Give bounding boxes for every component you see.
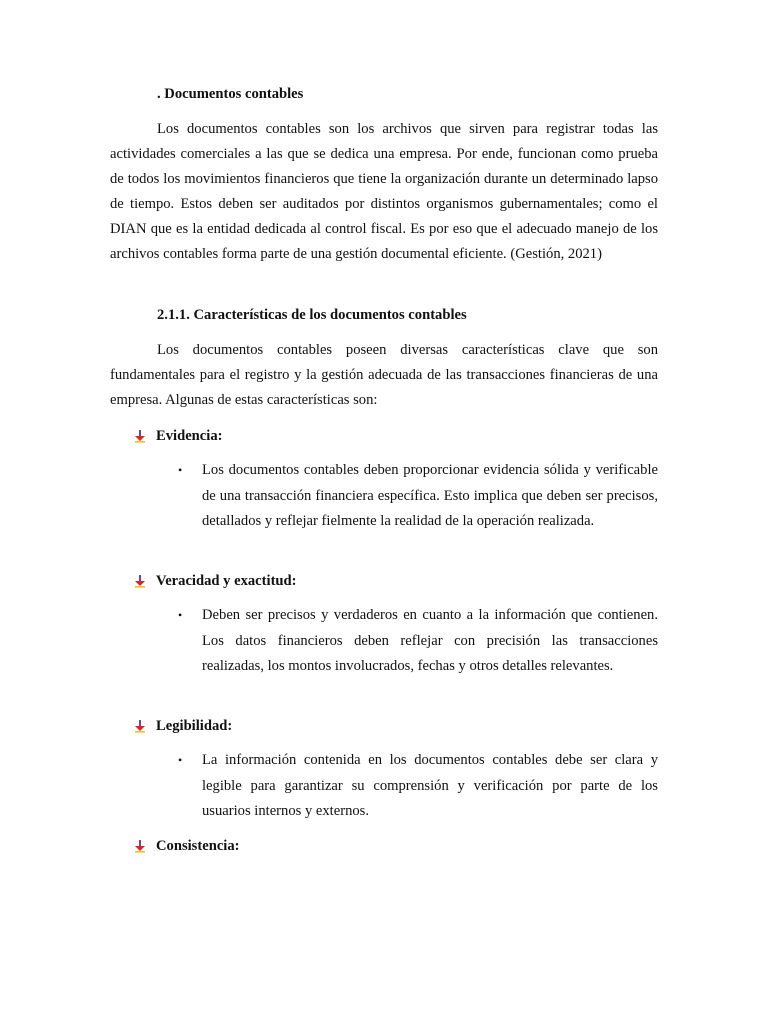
item-label: Consistencia: <box>156 837 240 854</box>
arrow-down-icon <box>134 429 146 443</box>
bullet-item <box>178 603 658 680</box>
item-label: Evidencia: <box>156 427 223 444</box>
intro-paragraph: Los documentos contables son los archivos que sirven para registrar todas las actividades comerciales a las que se dedica una empresa. Por ende, funcionan como prueba de todos los movimientos financieros que tiene la organización durante un determinado lapso de tiempo. Estos deben ser auditados por distintos organismos gubernamentales; como el DIAN que es la entidad dedicada al control fiscal. Es por eso que el adecuado manejo de los archivos contables forma parte de una gestión documental eficiente. (Gestión, 2021) <box>110 121 658 262</box>
list-item-evidencia <box>134 426 222 446</box>
arrow-down-icon <box>134 719 146 733</box>
arrow-down-icon <box>134 574 146 588</box>
list-item-legibilidad <box>134 716 232 736</box>
subsection-heading: 2.1.1. Características de los documentos contables <box>157 307 467 323</box>
item-label: Legibilidad: <box>156 717 233 734</box>
bullet-dot-icon: • <box>178 608 183 622</box>
bullet-text: Deben ser precisos y verdaderos en cuanto a la información que contienen. Los datos financieros deben reflejar con precisión las transacciones realizadas, los montos involucrados, fechas y otros detalles relevantes. <box>202 607 658 674</box>
bullet-text: Los documentos contables deben proporcionar evidencia sólida y verificable de una transacción financiera específica. Esto implica que deben ser precisos, detallados y reflejar fielmente la realidad de la operación realizada. <box>202 462 658 529</box>
characteristics-paragraph: Los documentos contables poseen diversas características clave que son fundamentales para el registro y la gestión adecuada de las transacciones financieras de una empresa. Algunas de estas características son: <box>110 342 658 408</box>
list-item-consistencia <box>134 836 240 856</box>
bullet-text: La información contenida en los documentos contables debe ser clara y legible para garantizar su comprensión y verificación por parte de los usuarios internos y externos. <box>202 752 658 819</box>
arrow-down-icon <box>134 839 146 853</box>
bullet-dot-icon: • <box>178 463 183 477</box>
bullet-item <box>178 458 658 535</box>
list-item-veracidad <box>134 571 297 591</box>
bullet-dot-icon: • <box>178 753 183 767</box>
section-heading: . Documentos contables <box>157 86 304 102</box>
bullet-item <box>178 748 658 825</box>
item-label: Veracidad y exactitud: <box>156 572 297 589</box>
